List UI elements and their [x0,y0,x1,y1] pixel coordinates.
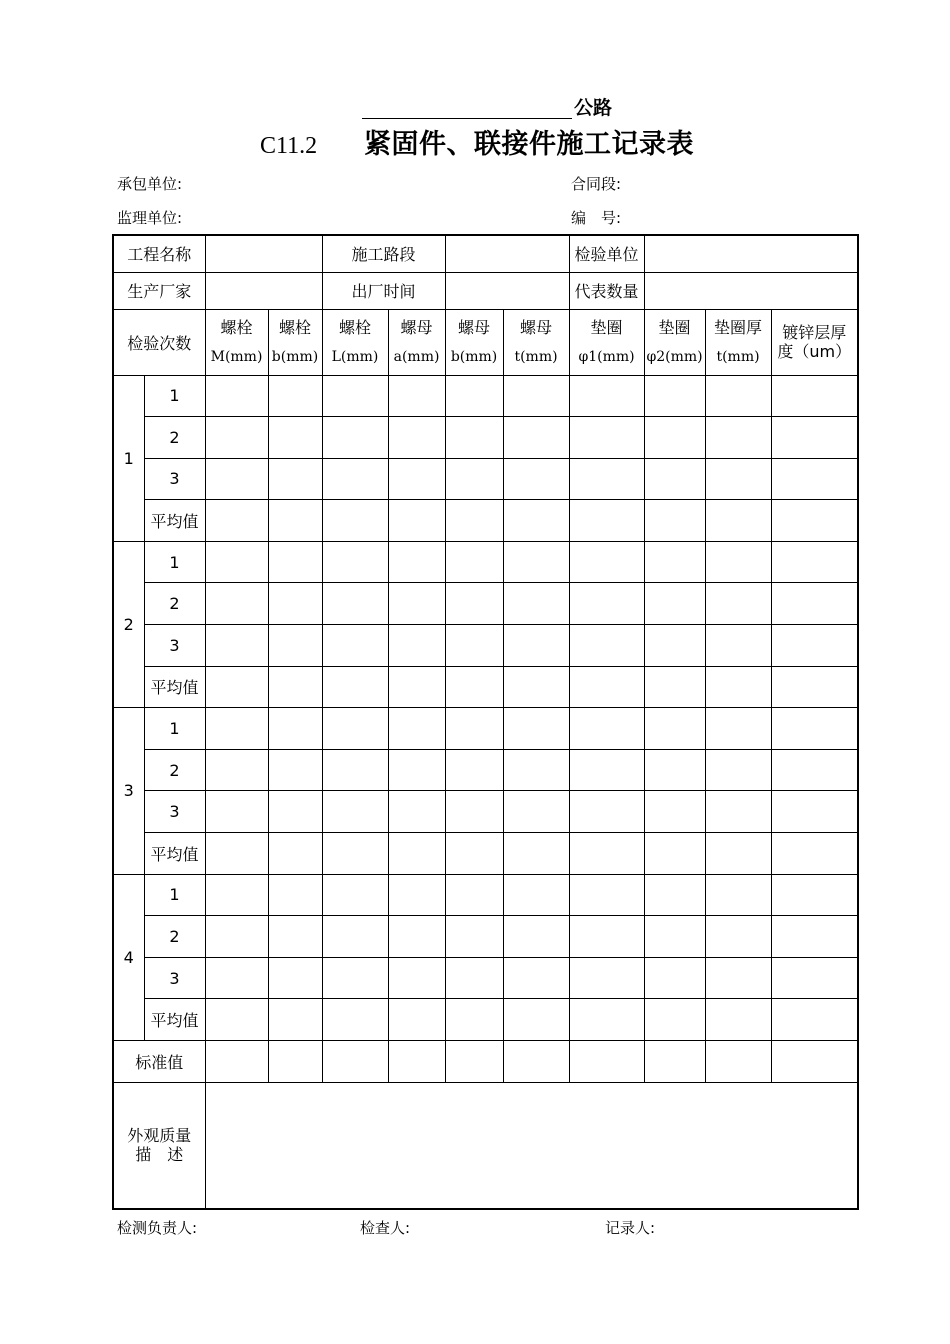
column-header-part: 螺栓 [339,318,372,337]
data-cell[interactable] [322,791,388,833]
data-cell[interactable] [771,666,858,708]
table-row [113,583,858,625]
data-cell[interactable] [644,957,705,999]
data-cell[interactable] [705,999,771,1041]
data-cell[interactable] [205,749,268,791]
data-cell[interactable] [503,417,569,459]
data-cell[interactable] [644,500,705,542]
data-cell[interactable] [644,749,705,791]
column-header [445,309,503,375]
data-cell[interactable] [503,916,569,958]
data-cell[interactable] [503,833,569,875]
data-cell[interactable] [644,458,705,500]
table-row [113,957,858,999]
group-label: 3 [113,708,144,874]
column-header [644,309,705,375]
data-cell[interactable] [705,625,771,667]
data-cell[interactable] [569,458,644,500]
data-cell[interactable] [205,916,268,958]
data-cell[interactable] [705,791,771,833]
table-row [113,375,858,417]
data-cell[interactable] [445,999,503,1041]
project-name-value[interactable] [205,235,322,272]
data-cell[interactable] [644,999,705,1041]
data-cell[interactable] [268,833,322,875]
zinc-thickness-header-line1: 镀锌层厚 [782,323,847,342]
data-cell[interactable] [322,500,388,542]
average-label: 平均值 [144,500,205,542]
data-cell[interactable] [771,500,858,542]
group-label: 2 [113,541,144,707]
sample-label: 1 [144,375,205,417]
data-cell[interactable] [445,874,503,916]
data-cell[interactable] [644,375,705,417]
data-cell[interactable] [205,458,268,500]
data-cell[interactable] [705,833,771,875]
manufacturer-value[interactable] [205,272,322,309]
column-header-unit: φ2(mm) [646,349,703,365]
data-cell[interactable] [771,791,858,833]
data-cell[interactable] [388,500,445,542]
table-row [113,833,858,875]
data-cell[interactable] [268,791,322,833]
data-cell[interactable] [771,916,858,958]
data-cell[interactable] [445,708,503,750]
appearance-description-field[interactable] [205,1082,858,1209]
data-cell[interactable] [569,833,644,875]
data-cell[interactable] [268,541,322,583]
data-cell[interactable] [445,375,503,417]
data-cell[interactable] [569,583,644,625]
manufacturer-label: 生产厂家 [113,272,205,309]
data-cell[interactable] [644,833,705,875]
data-cell[interactable] [705,957,771,999]
contract-section-label: 合同段: [571,175,622,193]
data-cell[interactable] [388,708,445,750]
data-cell[interactable] [268,458,322,500]
table-row [113,625,858,667]
data-cell[interactable] [445,957,503,999]
data-cell[interactable] [205,541,268,583]
sample-label: 2 [144,916,205,958]
data-cell[interactable] [705,916,771,958]
data-cell[interactable] [445,916,503,958]
data-cell[interactable] [771,874,858,916]
zinc-thickness-header [771,309,858,375]
data-cell[interactable] [503,708,569,750]
data-cell[interactable] [322,999,388,1041]
road-section-label: 施工路段 [322,235,445,272]
standard-value-cell[interactable] [388,1041,445,1083]
average-label: 平均值 [144,666,205,708]
data-cell[interactable] [388,874,445,916]
average-label: 平均值 [144,999,205,1041]
data-cell[interactable] [705,666,771,708]
data-cell[interactable] [705,541,771,583]
record-table [112,234,859,1210]
standard-value-label: 标准值 [113,1041,205,1083]
contractor-label: 承包单位: [117,175,183,193]
data-cell[interactable] [569,999,644,1041]
column-header-part: 垫圈厚 [714,318,763,337]
table-row [113,749,858,791]
column-header-unit: M(mm) [210,349,263,365]
data-cell[interactable] [268,375,322,417]
appearance-label [113,1082,205,1209]
data-cell[interactable] [569,625,644,667]
column-header [705,309,771,375]
data-cell[interactable] [205,957,268,999]
data-cell[interactable] [205,833,268,875]
data-cell[interactable] [503,625,569,667]
column-header [388,309,445,375]
data-cell[interactable] [388,916,445,958]
data-cell[interactable] [268,666,322,708]
road-name-blank[interactable] [362,96,572,119]
data-cell[interactable] [503,583,569,625]
data-cell[interactable] [205,375,268,417]
data-cell[interactable] [445,417,503,459]
inspection-unit-label: 检验单位 [569,235,644,272]
data-cell[interactable] [445,833,503,875]
column-header-part: 螺栓 [279,318,312,337]
data-cell[interactable] [705,458,771,500]
data-cell[interactable] [388,625,445,667]
data-cell[interactable] [388,666,445,708]
data-cell[interactable] [205,625,268,667]
inspection-count-header: 检验次数 [113,309,205,375]
data-cell[interactable] [205,874,268,916]
road-section-value[interactable] [445,235,569,272]
table-row [113,874,858,916]
data-cell[interactable] [205,666,268,708]
data-cell[interactable] [445,666,503,708]
data-cell[interactable] [322,583,388,625]
data-cell[interactable] [771,458,858,500]
data-cell[interactable] [322,749,388,791]
column-header-row [113,309,858,375]
data-cell[interactable] [322,708,388,750]
sample-label: 1 [144,708,205,750]
data-cell[interactable] [771,957,858,999]
data-cell[interactable] [569,500,644,542]
data-cell[interactable] [322,375,388,417]
rep-quantity-label: 代表数量 [569,272,644,309]
info-row-1 [113,235,858,272]
data-cell[interactable] [322,458,388,500]
data-cell[interactable] [268,417,322,459]
road-suffix: 公路 [574,97,613,119]
column-header-part: 螺母 [458,318,491,337]
sample-label: 2 [144,583,205,625]
column-header-unit: a(mm) [393,349,440,365]
data-cell[interactable] [569,874,644,916]
sample-label: 3 [144,791,205,833]
standard-value-cell[interactable] [771,1041,858,1083]
data-cell[interactable] [503,375,569,417]
data-cell[interactable] [445,458,503,500]
appearance-label-line2: 描 述 [135,1145,184,1165]
data-cell[interactable] [205,583,268,625]
column-header [322,309,388,375]
table-row [113,916,858,958]
info-row-2 [113,272,858,309]
standard-value-cell[interactable] [503,1041,569,1083]
standard-value-cell[interactable] [268,1041,322,1083]
table-row [113,458,858,500]
column-header [569,309,644,375]
standard-value-cell[interactable] [569,1041,644,1083]
data-cell[interactable] [503,957,569,999]
factory-time-label: 出厂时间 [322,272,445,309]
table-row [113,708,858,750]
inspection-unit-value[interactable] [644,235,858,272]
standard-value-cell[interactable] [445,1041,503,1083]
standard-value-cell[interactable] [644,1041,705,1083]
data-cell[interactable] [445,791,503,833]
data-cell[interactable] [705,417,771,459]
project-name-label: 工程名称 [113,235,205,272]
data-cell[interactable] [322,417,388,459]
group-label: 1 [113,375,144,541]
data-cell[interactable] [644,417,705,459]
data-cell[interactable] [205,417,268,459]
appearance-row [113,1082,858,1209]
data-cell[interactable] [268,999,322,1041]
sample-label: 1 [144,541,205,583]
data-cell[interactable] [644,791,705,833]
data-cell[interactable] [388,417,445,459]
road-name-line [362,96,618,120]
data-cell[interactable] [569,417,644,459]
standard-value-cell[interactable] [705,1041,771,1083]
data-cell[interactable] [503,874,569,916]
data-cell[interactable] [268,916,322,958]
data-cell[interactable] [322,957,388,999]
table-row [113,999,858,1041]
data-cell[interactable] [569,375,644,417]
sample-label: 2 [144,417,205,459]
data-cell[interactable] [569,916,644,958]
column-header-part: 垫圈 [590,318,623,337]
data-cell[interactable] [322,833,388,875]
recorder-label: 记录人: [605,1219,656,1237]
data-cell[interactable] [644,583,705,625]
data-cell[interactable] [503,458,569,500]
form-code: C11.2 [260,133,318,159]
data-cell[interactable] [644,708,705,750]
rep-quantity-value[interactable] [644,272,858,309]
sample-label: 3 [144,458,205,500]
data-cell[interactable] [268,500,322,542]
data-cell[interactable] [268,957,322,999]
data-cell[interactable] [705,500,771,542]
column-header-unit: b(mm) [271,349,319,365]
sample-label: 3 [144,625,205,667]
data-cell[interactable] [569,708,644,750]
data-cell[interactable] [445,583,503,625]
column-header [205,309,268,375]
column-header-unit: φ1(mm) [578,349,635,365]
data-cell[interactable] [388,583,445,625]
sample-label: 1 [144,874,205,916]
data-cell[interactable] [322,666,388,708]
table-row [113,791,858,833]
data-cell[interactable] [644,666,705,708]
data-cell[interactable] [268,749,322,791]
data-cell[interactable] [644,874,705,916]
test-lead-label: 检测负责人: [117,1219,198,1237]
data-cell[interactable] [771,708,858,750]
data-cell[interactable] [205,708,268,750]
data-cell[interactable] [322,916,388,958]
data-cell[interactable] [322,874,388,916]
data-cell[interactable] [644,916,705,958]
data-cell[interactable] [268,708,322,750]
supervisor-label: 监理单位: [117,209,183,227]
factory-time-value[interactable] [445,272,569,309]
data-cell[interactable] [705,375,771,417]
data-cell[interactable] [569,541,644,583]
data-cell[interactable] [388,791,445,833]
data-cell[interactable] [705,749,771,791]
column-header-part: 螺栓 [220,318,253,337]
data-cell[interactable] [388,999,445,1041]
table-row [113,666,858,708]
data-cell[interactable] [569,957,644,999]
column-header-part: 螺母 [520,318,553,337]
data-cell[interactable] [705,583,771,625]
data-cell[interactable] [644,541,705,583]
data-cell[interactable] [388,375,445,417]
data-cell[interactable] [205,791,268,833]
data-cell[interactable] [205,999,268,1041]
table-row [113,541,858,583]
table-row [113,417,858,459]
data-cell[interactable] [388,957,445,999]
data-cell[interactable] [205,500,268,542]
data-cell[interactable] [771,583,858,625]
column-header-unit: L(mm) [331,349,379,365]
data-cell[interactable] [268,874,322,916]
data-cell[interactable] [569,666,644,708]
data-cell[interactable] [388,458,445,500]
data-cell[interactable] [569,749,644,791]
standard-value-cell[interactable] [205,1041,268,1083]
data-cell[interactable] [503,666,569,708]
data-cell[interactable] [445,749,503,791]
data-cell[interactable] [322,541,388,583]
data-cell[interactable] [771,541,858,583]
data-cell[interactable] [569,791,644,833]
column-header [268,309,322,375]
group-label: 4 [113,874,144,1040]
column-header-part: 螺母 [400,318,433,337]
appearance-label-line1: 外观质量 [127,1126,192,1146]
sample-label: 2 [144,749,205,791]
data-cell[interactable] [771,749,858,791]
zinc-thickness-header-line2: 度（um） [777,342,852,361]
data-cell[interactable] [644,625,705,667]
page-title: 紧固件、联接件施工记录表 [364,129,694,160]
data-cell[interactable] [322,625,388,667]
data-cell[interactable] [705,708,771,750]
checker-label: 检查人: [360,1219,411,1237]
number-label: 编 号: [571,209,622,227]
data-cell[interactable] [388,833,445,875]
data-cell[interactable] [771,375,858,417]
data-cell[interactable] [503,999,569,1041]
standard-value-cell[interactable] [322,1041,388,1083]
standard-value-row [113,1041,858,1083]
data-cell[interactable] [771,999,858,1041]
column-header-unit: b(mm) [450,349,498,365]
data-cell[interactable] [771,625,858,667]
data-cell[interactable] [445,541,503,583]
data-cell[interactable] [705,874,771,916]
column-header-part: 垫圈 [658,318,691,337]
data-cell[interactable] [445,500,503,542]
data-cell[interactable] [771,417,858,459]
data-cell[interactable] [445,625,503,667]
data-cell[interactable] [503,500,569,542]
data-cell[interactable] [503,791,569,833]
data-cell[interactable] [268,625,322,667]
data-cell[interactable] [388,541,445,583]
column-header-unit: t(mm) [514,349,558,365]
data-cell[interactable] [503,749,569,791]
sample-label: 3 [144,957,205,999]
column-header [503,309,569,375]
data-cell[interactable] [503,541,569,583]
data-cell[interactable] [268,583,322,625]
table-row [113,500,858,542]
data-cell[interactable] [771,833,858,875]
average-label: 平均值 [144,833,205,875]
data-cell[interactable] [388,749,445,791]
column-header-unit: t(mm) [716,349,760,365]
